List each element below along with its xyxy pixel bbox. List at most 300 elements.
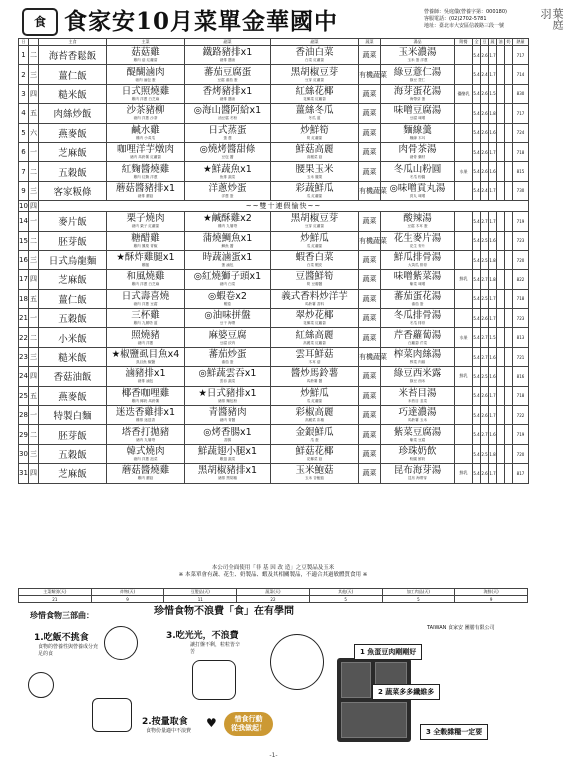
date-cell: 4 [19,104,29,123]
main-dish-name: ★酥炸雞腿x1 [116,252,175,264]
nutrition-cell: 2.6 [481,84,489,103]
side-dish-2-name: 紅絲花椰 [295,85,334,97]
side-dish-2-name: 彩椒高麗 [295,407,334,419]
weekday-cell: 二 [29,162,39,181]
nutrition-cell: 2.4 [481,65,489,84]
nutrition-cell: 1.7 [489,46,497,65]
nutrition-cell [497,181,505,200]
main-dish-ingredients: 雞肉 洋蔥 白芝麻 [131,96,160,101]
main-dish-name: 咖哩洋芋燉肉 [116,144,174,156]
nutrition-cell: 822 [513,270,529,289]
dietitian-line: 營養師：吳庭儀(營養字第：000180) [424,9,507,15]
nutrition-cell [497,289,505,308]
company-logo: 食 [22,8,58,36]
main-dish-ingredients: 豬肉 洋蔥 泡菜 [133,457,158,461]
veg-label: 蔬菜 [362,469,377,478]
date-cell: 22 [19,328,29,347]
nutrition-cell: 1.8 [489,270,497,289]
weekday-cell: 四 [29,84,39,103]
soup-ingredients: 馬鈴薯 玉米 [407,418,428,423]
staple-cell: 糙米飯 [39,347,107,366]
side-dish-2-ingredients: 玉米 腰果 [306,174,323,179]
nutrition-cell: 1.7 [489,181,497,200]
soup-ingredients: 昆布 海帶芽 [407,476,428,481]
nutrition-cell: 2.6 [481,309,489,328]
nutrition-cell [505,386,513,405]
side-dish-1-ingredients: 豬排 醬油 [219,96,236,101]
side-dish-1-name: 蕃茄炒蛋 [208,349,247,361]
weekday-cell: 一 [29,142,39,161]
side-dish-2 [271,65,359,84]
staple-cell: 芝麻飯 [39,464,107,483]
nutrition-cell [497,347,505,366]
extra-cell: 水果 [455,162,473,181]
badge-line2: 從我做起！ [231,724,266,732]
side-dish-2-name: 豆醬鮮筍 [295,271,334,283]
main-dish [107,104,185,123]
soup [381,367,455,386]
side-dish-2-ingredients: 筍 紅蘿蔔 [306,135,323,140]
side-dish-1-name: ★鮮蔬魚x1 [203,163,252,175]
main-dish-ingredients: 豬肉 栗子 紅蘿蔔 [131,224,160,229]
nutrition-cell: 2.6 [481,46,489,65]
action-badge [224,712,273,736]
nutrition-cell [497,406,505,425]
side-dish-1 [185,142,271,161]
main-dish-ingredients: 豬肉 馬鈴薯 紅蘿蔔 [129,155,162,160]
nutrition-cell: 5.4 [473,123,481,142]
nutrition-cell [505,142,513,161]
side-dish-1-name: 蕃茄豆腐蛋 [203,66,252,78]
side-dish-1 [185,406,271,425]
side-dish-1-ingredients: 豬排 黑胡椒 [217,476,238,481]
veg-label: 蔬菜 [362,256,377,265]
nutrition-cell: 1.5 [489,328,497,347]
menu-body [19,46,529,484]
staple-cell: 糙米飯 [39,84,107,103]
soup [381,347,455,366]
extra-cell [455,181,473,200]
main-dish-ingredients: 豬肉 洋蔥 [137,340,154,345]
soup-name: 味噌紫菜湯 [393,271,442,283]
nutrition-cell [505,104,513,123]
side-dish-1 [185,309,271,328]
veg-cell [359,386,381,405]
handwritten-note: 葉庭羽 [539,8,564,30]
page-number: -1- [269,752,278,759]
soup-ingredients: 綠豆 西米 [409,379,426,384]
date-cell: 7 [19,162,29,181]
soup [381,309,455,328]
soup-name: 味噌豆腐湯 [393,105,442,117]
nutrition-cell [505,162,513,181]
veg-cell [359,181,387,200]
soup [381,231,455,250]
side-dish-2-name: 黑胡椒豆芽 [290,213,339,225]
soup-ingredients: 貢丸 味噌 [409,193,426,198]
holiday-weekday: 四 [30,202,37,211]
address-line: 地址：臺北市大安區信義路三段一號 [424,23,505,29]
side-dish-1-ingredients: 洋蔥 蛋 [221,193,234,198]
nutrition-cell [505,65,513,84]
nutrition-cell [497,65,505,84]
menu-row [19,425,529,444]
nutrition-cell [505,464,513,483]
soup-ingredients: 大黃瓜 排骨 [407,263,428,268]
veg-label: 蔬菜 [362,148,377,157]
soup [381,212,455,231]
nutrition-cell: 1.5 [489,84,497,103]
nutrition-cell: 813 [513,328,529,347]
veg-cell [359,406,381,425]
side-dish-2 [271,328,359,347]
nutrition-cell [497,270,505,289]
weekday-cell: 二 [29,46,39,65]
heart-icon: ♥ [206,716,217,730]
date-cell: 2 [19,65,29,84]
side-dish-2 [271,406,359,425]
side-dish-1-name: ◎烤香腸x1 [203,426,252,438]
side-dish-1 [185,347,271,366]
col-soup: 湯品 [381,39,455,46]
nutrition-cell: 2.7 [481,328,489,347]
nutrition-cell: 830 [513,84,529,103]
nutrition-cell [497,250,505,269]
date-cell: 1 [19,46,29,65]
menu-row [19,270,529,289]
side-dish-1-ingredients: 蛋 蔥 [223,135,232,140]
nutrition-cell: 1.6 [489,162,497,181]
side-dish-1-name: 時蔬滷蛋x1 [202,252,253,264]
staple-cell: 胚芽飯 [39,231,107,250]
nutrition-cell [505,425,513,444]
side-dish-2 [271,347,359,366]
side-dish-1-ingredients: 豆腐 絞肉 [219,340,236,345]
menu-row [19,347,529,366]
extra-cell [455,46,473,65]
menu-row [19,123,529,142]
nutrition-cell: 5.4 [473,212,481,231]
side-dish-2 [271,444,359,463]
guide-box-1: 1 魚蛋豆肉剛剛好 [354,644,422,660]
holiday-message: ~~雙十連假愉快~~ [39,201,529,212]
soup [381,65,455,84]
veg-label: 有機蔬菜 [359,186,387,195]
nutrition-cell: 5.4 [473,289,481,308]
veg-cell [359,270,381,289]
nutrition-cell: 5.4 [473,386,481,405]
menu-row [19,65,529,84]
nutrition-cell [505,212,513,231]
nutrition-cell: 1.8 [489,104,497,123]
veg-label: 蔬菜 [362,167,377,176]
side-dish-2-name: 鮮菇花椰 [295,446,334,457]
veg-cell [359,104,381,123]
soup-ingredients: 玉米 蛋 洋蔥 [407,58,428,63]
nutrition-cell: 5.4 [473,65,481,84]
extra-cell: 鮮乳 [455,270,473,289]
child-eating-icon [104,626,138,660]
nutrition-cell: 2.6 [481,123,489,142]
veg-label: 蔬菜 [362,411,377,420]
veg-cell [359,425,381,444]
main-dish-ingredients: 雞排 迷迭香 [135,418,156,423]
side-dish-2-ingredients: 瓜 紅蘿蔔 [306,243,323,248]
nutrition-cell [497,142,505,161]
nutrition-cell: 717 [513,104,529,123]
side-dish-1 [185,464,271,483]
nutrition-cell: 1.7 [489,464,497,483]
soup [381,425,455,444]
main-dish [107,406,185,425]
nutrition-cell [497,386,505,405]
weekday-cell: 三 [29,347,39,366]
nutrition-cell: 2.6 [481,104,489,123]
soup-name: 海芽蛋花湯 [393,85,442,97]
side-dish-2-name: 翠炒花椰 [295,310,334,322]
veg-label: 蔬菜 [362,333,377,342]
soup [381,270,455,289]
side-dish-1 [185,46,271,65]
side-dish-2-ingredients: 花椰菜 紅蘿蔔 [303,96,326,101]
weekday-cell: 二 [29,231,39,250]
side-dish-1-name: ★日式豬排x1 [198,387,257,399]
extra-cell [455,309,473,328]
side-dish-1-ingredients: 油豆腐 冬粉 [217,116,238,121]
main-dish-name: 韓式燒肉 [126,446,165,457]
nutrition-cell: 1.7 [489,406,497,425]
main-dish-name: 紅麴醬燒雞 [121,163,170,175]
side-dish-1-ingredients: 豬排 麵包粉 [217,398,238,403]
date-cell: 28 [19,406,29,425]
side-dish-1 [185,212,271,231]
main-dish-ingredients: 豬肉 洋蔥 沙茶 [133,116,158,121]
tip-2: 2.按量取食 [142,717,188,727]
veg-cell [359,328,381,347]
nutrition-cell: 815 [513,162,529,181]
side-dish-2-ingredients: 白菜 紅蘿蔔 [304,58,325,63]
summary-value: 22 [237,596,310,603]
main-dish-ingredients: 豬肉 九層塔 [135,437,156,442]
main-dish-ingredients: 雞肉 九層塔 薑 [133,321,158,326]
nutrition-cell: 5.4 [473,142,481,161]
side-dish-1-ingredients: 豆腐 番茄 蛋 [217,77,238,82]
nutrition-cell: 717 [513,46,529,65]
weekday-cell: 三 [29,250,39,269]
side-dish-1 [185,123,271,142]
date-cell: 21 [19,309,29,328]
side-dish-1-ingredients: 豆干 海帶 [219,321,236,326]
soup [381,386,455,405]
soup-ingredients: 豆腐 味噌 [409,116,426,121]
veg-cell [359,84,381,103]
soup-name: 米苔目湯 [398,387,437,399]
side-dish-2-ingredients: 高麗菜 彩椒 [304,418,325,423]
date-cell: 24 [19,367,29,386]
col-n2: 豆 [482,39,487,44]
main-dish-ingredients: 豬肉 滷包 蛋 [135,77,156,82]
menu-row [19,406,529,425]
side-dish-2 [271,123,359,142]
side-dish-2 [271,142,359,161]
soup [381,84,455,103]
side-dish-1-name: 洋蔥炒蛋 [208,182,247,194]
soup-ingredients: 冬瓜 粉圓 [409,174,426,179]
nutrition-cell: 723 [513,309,529,328]
nutrition-cell [497,425,505,444]
nutrition-cell [497,231,505,250]
nutrition-cell: 718 [513,142,529,161]
summary-header: 炸物(天) [91,589,164,596]
nutrition-cell [505,444,513,463]
side-dish-1 [185,425,271,444]
side-dish-1-ingredients: 鯛魚 醬 [221,243,234,248]
main-dish [107,84,185,103]
weekday-cell: 五 [29,104,39,123]
summary-header: 其他(天) [309,589,382,596]
main-dish-name: ★椒鹽虱目魚x4 [111,349,180,361]
col-n3: 蔬 [490,39,495,44]
main-dish-name: 迷迭香雞排x1 [115,407,176,419]
header-row [19,39,529,46]
side-dish-2 [271,367,359,386]
side-dish-2-name: 炒鮮瓜 [300,232,329,244]
main-dish-name: 鹹水雞 [131,124,160,136]
veg-label: 有機蔬菜 [359,353,387,362]
contact-info [424,9,507,30]
nutrition-cell: 5.4 [473,181,481,200]
date-cell: 6 [19,142,29,161]
soup [381,46,455,65]
staple-cell: 五穀飯 [39,444,107,463]
side-dish-1-name: 日式蒸蛋 [208,124,247,136]
veg-label: 有機蔬菜 [359,236,387,245]
side-dish-1-ingredients: 豆包 醬 [221,155,234,160]
side-dish-2-ingredients: 玉米 杏鮑菇 [304,476,325,481]
date-cell: 30 [19,444,29,463]
main-dish [107,270,185,289]
nutrition-cell: 1.6 [489,367,497,386]
weekday-cell: 五 [29,386,39,405]
side-dish-1-ingredients: 豬肉 青醬 [219,418,236,423]
nutrition-cell: 5.4 [473,231,481,250]
soup-ingredients: 豆腐 木耳 蛋 [407,224,428,229]
nutrition-cell: 719 [513,212,529,231]
side-dish-1-name: ◎鮮蔬雲吞x1 [198,368,257,380]
soup-ingredients: 海帶芽 蛋 [409,96,426,101]
extra-cell [455,444,473,463]
main-dish-ingredients: 雞肉 鳳梨 青椒 [133,243,158,248]
menu-row [19,289,529,308]
summary-value: 11 [164,596,237,603]
side-dish-2 [271,46,359,65]
nutrition-cell [497,212,505,231]
veg-label: 蔬菜 [362,372,377,381]
staple-cell: 小米飯 [39,328,107,347]
nutrition-cell: 2.5 [481,250,489,269]
side-dish-2 [271,425,359,444]
main-dish-name: 椰香咖哩雞 [121,387,170,399]
side-dish-2-name: 彩蔬鮮瓜 [295,182,334,194]
nutrition-cell: 5.4 [473,425,481,444]
side-dish-1-name: 鮮蔬翅小腿x1 [197,446,258,457]
nutrition-cell: 1.6 [489,123,497,142]
soup-name: 冬瓜排骨湯 [393,310,442,322]
side-dish-2-ingredients: 高麗菜 菇 [306,155,323,160]
soup-ingredients: 紫菜 豆腐 [409,437,426,442]
nutrition-cell: 1.7 [489,142,497,161]
menu-row [19,104,529,123]
side-dish-2-ingredients: 瓜 紅蘿蔔 [306,193,323,198]
main-dish-ingredients: 雞肉 菇 紅蘿蔔 [133,58,158,63]
side-dish-2-name: 腰果玉米 [295,163,334,175]
main-dish [107,212,185,231]
side-dish-2 [271,162,359,181]
side-dish-1-name: 黑胡椒豬排x1 [197,465,258,477]
side-dish-2-ingredients: 瓜 蛋 [310,437,319,442]
side-dish-1-ingredients: 雞翅 蔬菜 [219,457,236,461]
side-dish-2-name: 紅絲高麗 [295,329,334,341]
menu-row [19,181,529,200]
nutrition-cell: 1.8 [489,250,497,269]
veg-label: 蔬菜 [362,109,377,118]
main-dish-ingredients: 雞肉 紅麴 洋蔥 [133,174,158,179]
main-dish-name: 日式壽喜燒 [121,290,170,302]
nutrition-cell [505,289,513,308]
veg-cell [359,464,381,483]
weekday-cell: 二 [29,425,39,444]
veg-label: 蔬菜 [362,391,377,400]
side-dish-1-ingredients: 魚排 蔬菜 [219,174,236,179]
main-dish-ingredients: 雞肉 蘑菇 [137,476,154,481]
weekday-cell: 六 [29,123,39,142]
menu-row [19,386,529,405]
nutrition-cell: 718 [513,386,529,405]
tray-cell-1 [341,662,371,698]
extra-cell: 鮮乳 [455,367,473,386]
menu-row [19,464,529,483]
staple-cell: 五穀飯 [39,309,107,328]
nutrition-cell: 719 [513,425,529,444]
soup-ingredients: 冬瓜 排骨 [409,321,426,326]
veg-cell [359,123,381,142]
food-tray-icon [92,698,132,732]
menu-row [19,231,529,250]
nutrition-cell: 1.7 [489,309,497,328]
side-dish-2 [271,386,359,405]
col-weekday [29,39,39,46]
main-dish-ingredients: 豬排 滷包 [137,379,154,384]
staple-cell: 芝麻飯 [39,270,107,289]
tip-2-sub: 食物份量適中不浪費 [146,728,192,734]
nutrition-cell: 2.5 [481,289,489,308]
main-dish [107,289,185,308]
nutrition-cell: 5.4 [473,309,481,328]
veg-cell [359,46,381,65]
allergy-notice: ※ 本菜單會有蔬、花生、奶製品、蝦及其相關製品，不適合其過敏體質食用 ※ [178,572,368,578]
extra-cell: 水果 [455,328,473,347]
nutrition-cell: 2.6 [481,386,489,405]
side-dish-2-name: 薑絲冬瓜 [295,105,334,117]
main-dish [107,464,185,483]
veg-cell [359,444,381,463]
side-dish-1-name: ◎蝦卷x2 [208,290,247,302]
side-dish-1-name: ◎油味拼盤 [204,310,251,322]
side-dish-2-name: 黑胡椒豆芽 [290,66,339,78]
main-dish-name: 沙茶豬柳 [126,105,165,117]
summary-value: 5 [309,596,382,603]
main-dish [107,181,185,200]
